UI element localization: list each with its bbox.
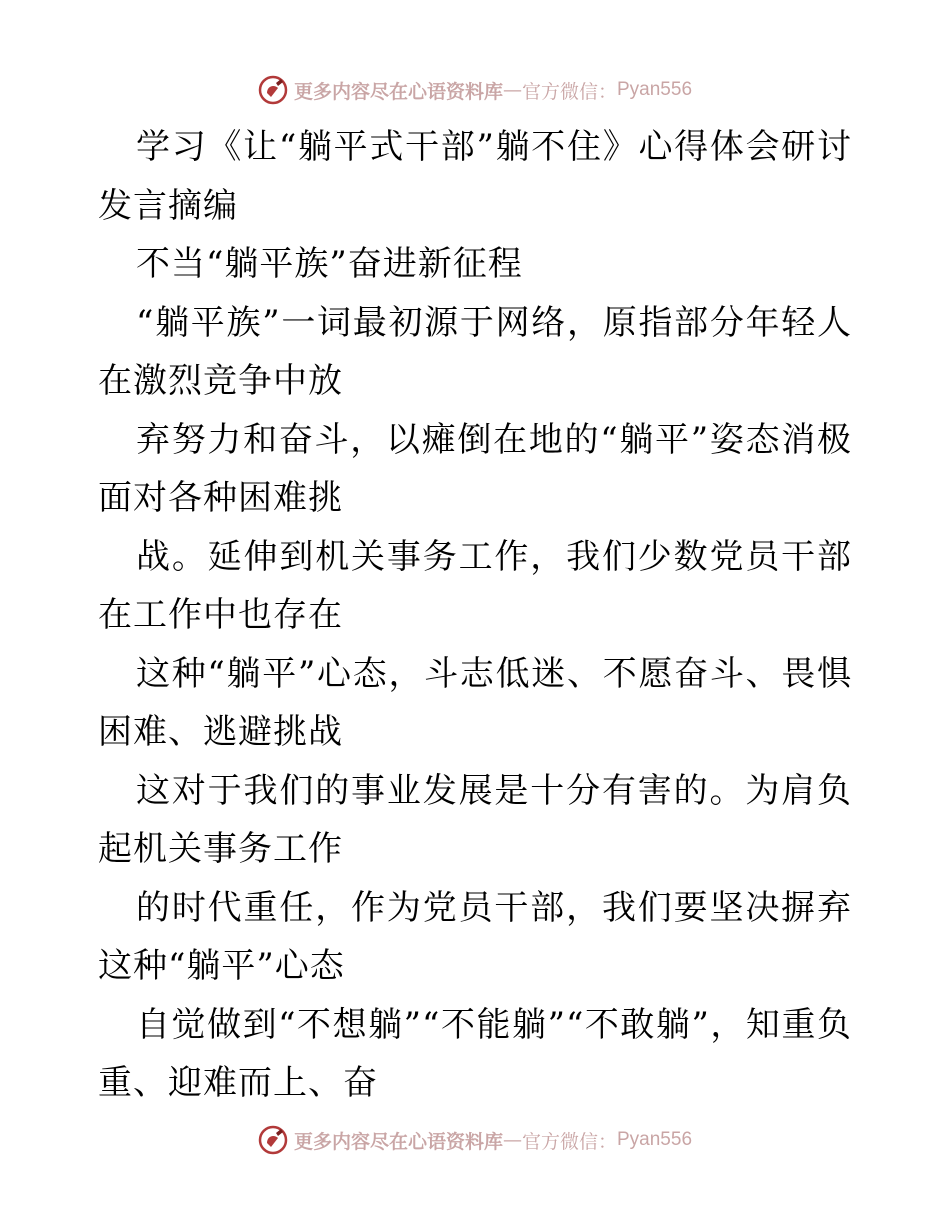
paragraph: 战。延伸到机关事务工作，我们少数党员干部在工作中也存在 [98, 536, 852, 635]
document-body [98, 118, 852, 1113]
paragraph: 的时代重任，作为党员干部，我们要坚决摒弃这种“躺平”心态 [98, 887, 852, 986]
banner-wechat-id: Pyan556 [617, 79, 693, 100]
paragraph: 这对于我们的事业发展是十分有害的。为肩负起机关事务工作 [98, 770, 852, 869]
banner-official-text: 官方微信： [521, 1130, 617, 1153]
banner-dash: — [502, 79, 522, 101]
header-banner [0, 72, 950, 108]
banner-wechat-id: Pyan556 [617, 1129, 693, 1150]
footer-banner [0, 1122, 950, 1158]
paragraph: 自觉做到“不想躺”“不能躺”“不敢躺”，知重负重、迎难而上、奋 [98, 1004, 852, 1103]
paragraph: 不当“躺平族”奋进新征程 [136, 244, 523, 284]
heart-pen-logo-icon [258, 75, 288, 105]
banner-site-text: 更多内容尽在心语资料库 [293, 1130, 503, 1153]
banner-site-text: 更多内容尽在心语资料库 [293, 80, 503, 103]
banner-official-text: 官方微信： [521, 80, 617, 103]
paragraph: 弃努力和奋斗，以瘫倒在地的“躺平”姿态消极面对各种困难挑 [98, 419, 852, 518]
heart-pen-logo-icon [258, 1125, 288, 1155]
paragraph: 这种“躺平”心态，斗志低迷、不愿奋斗、畏惧困难、逃避挑战 [98, 653, 852, 752]
document-title: 学习《让“躺平式干部”躺不住》心得体会研讨发言摘编 [98, 127, 852, 226]
banner-dash: — [502, 1129, 522, 1151]
paragraph: “躺平族”一词最初源于网络，原指部分年轻人在激烈竞争中放 [98, 302, 852, 401]
